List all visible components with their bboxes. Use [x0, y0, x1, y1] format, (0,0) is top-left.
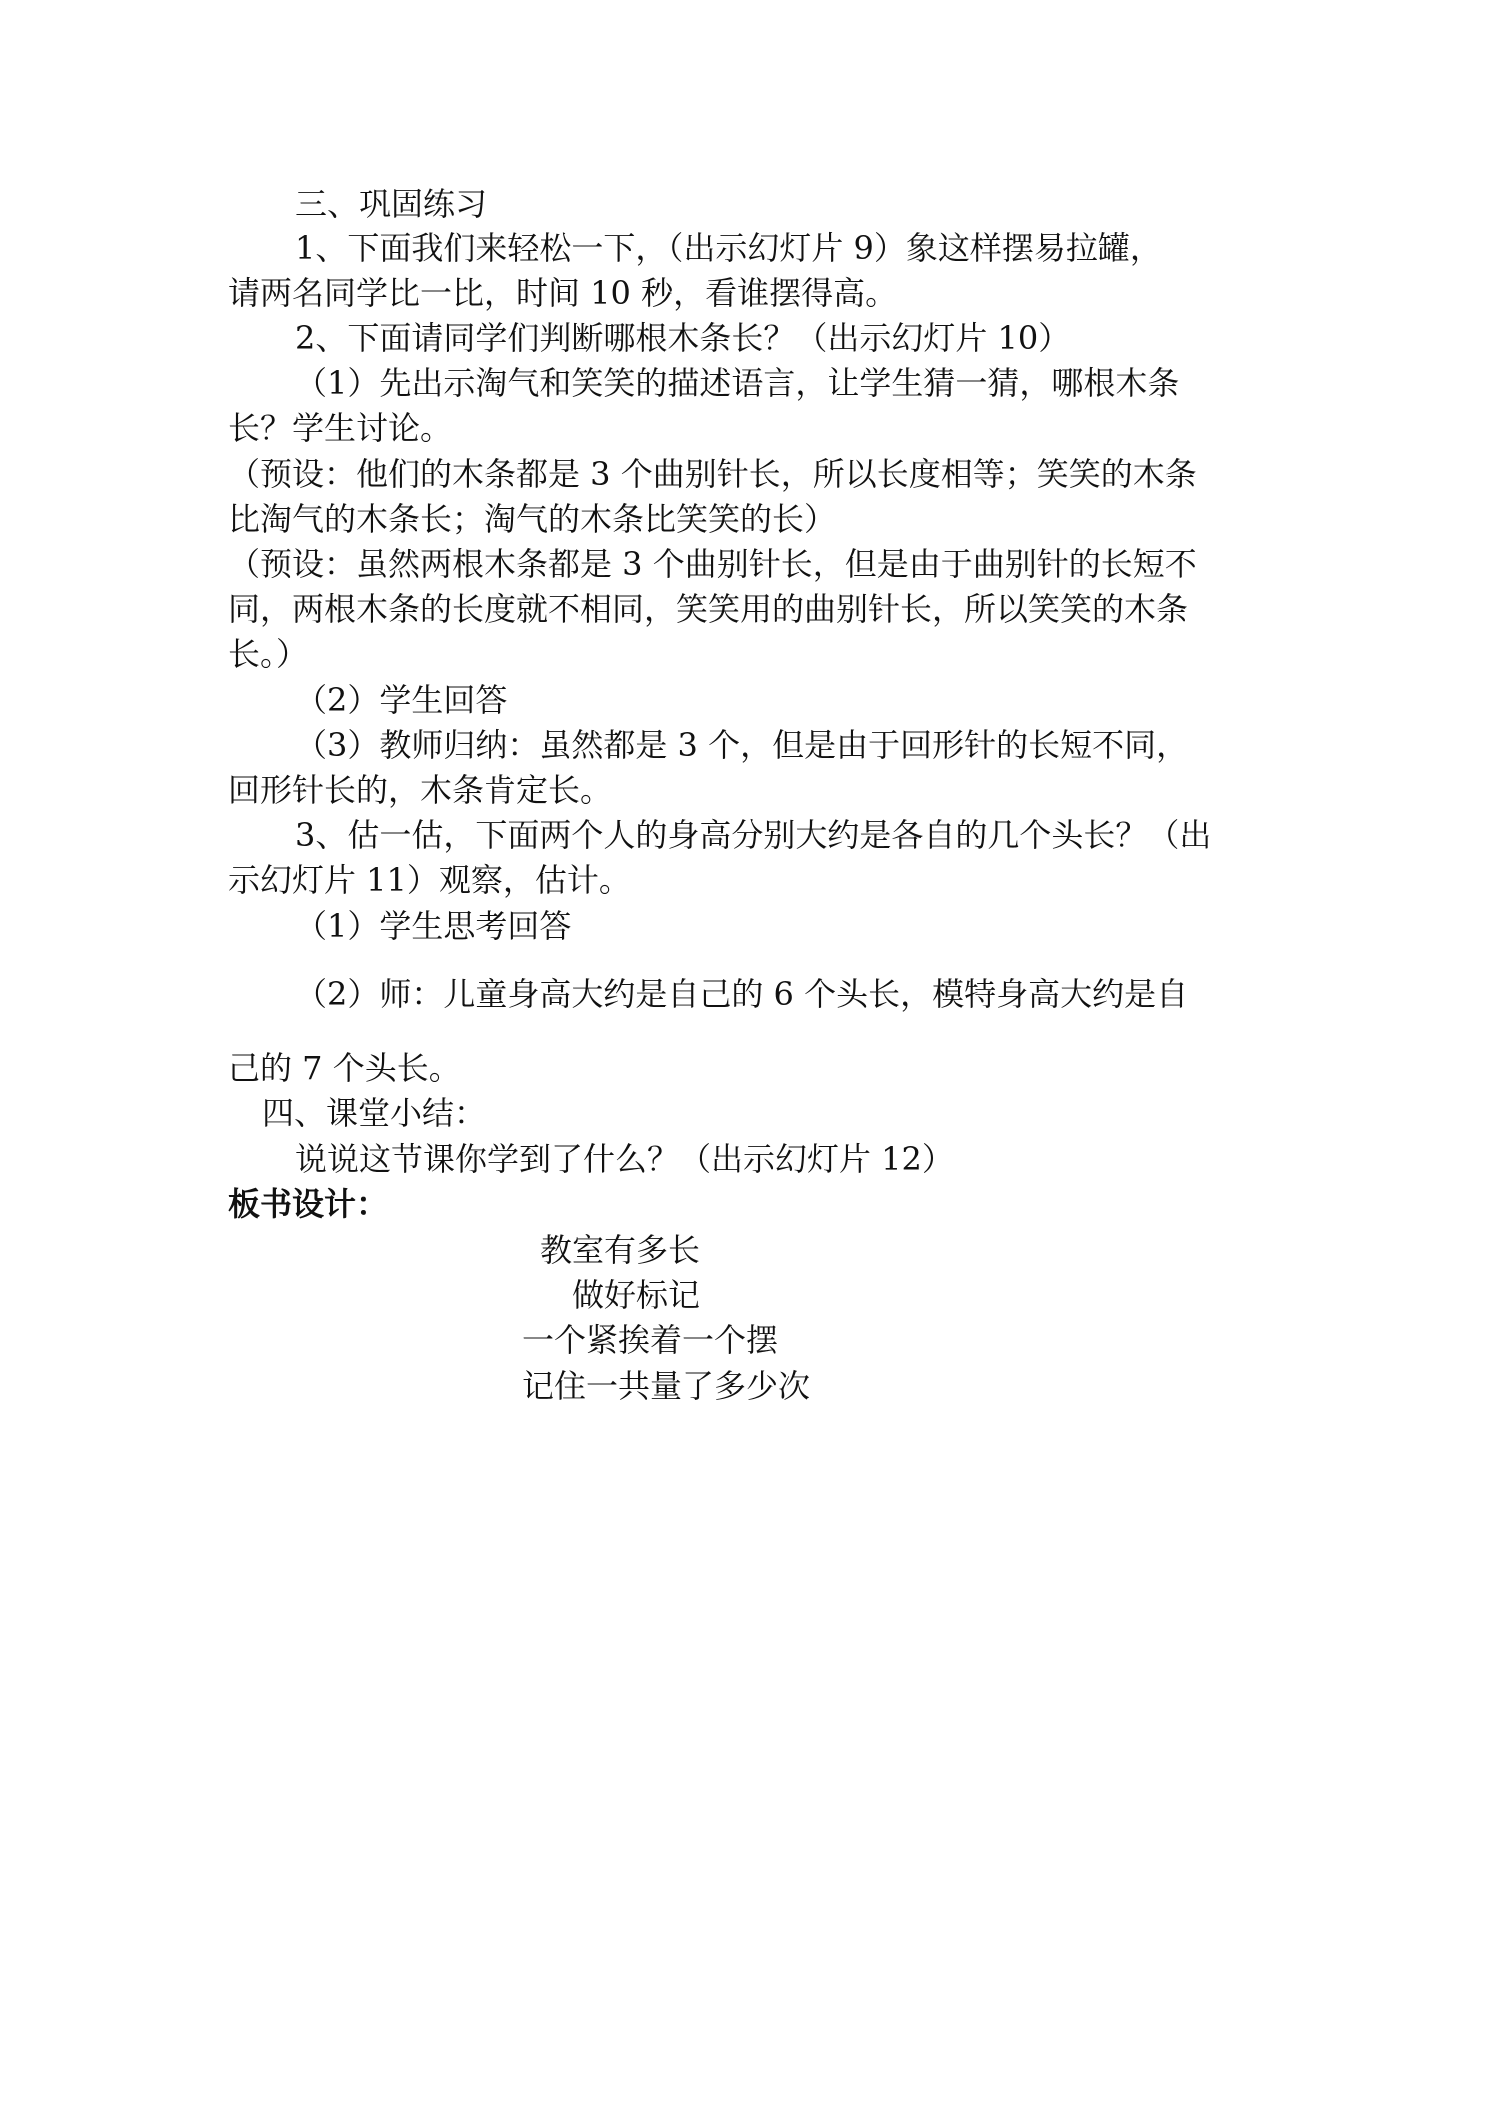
board-line: 做好标记: [572, 1276, 701, 1314]
paragraph-line: 3、估一估，下面两个人的身高分别大约是各自的几个头长？（出: [295, 816, 1212, 854]
paragraph-line: 回形针长的，木条肯定长。: [228, 771, 613, 809]
board-line: 教室有多长: [540, 1231, 701, 1269]
board-design-heading: 板书设计：: [228, 1185, 389, 1223]
paragraph-line: 2、下面请同学们判断哪根木条长？（出示幻灯片 10）: [295, 319, 1071, 357]
section-heading-summary: 四、课堂小结：: [262, 1094, 487, 1132]
paragraph-line: 请两名同学比一比，时间 10 秒，看谁摆得高。: [228, 274, 898, 312]
paragraph-line: （预设：虽然两根木条都是 3 个曲别针长，但是由于曲别针的长短不: [228, 545, 1197, 583]
section-heading-practice: 三、巩固练习: [295, 185, 488, 223]
paragraph-line: 比淘气的木条长；淘气的木条比笑笑的长）: [228, 500, 837, 538]
paragraph-line: （3）教师归纳：虽然都是 3 个，但是由于回形针的长短不同，: [295, 726, 1189, 764]
paragraph-line: （1）先出示淘气和笑笑的描述语言，让学生猜一猜，哪根木条: [295, 364, 1180, 402]
paragraph-line: （2）学生回答: [295, 681, 508, 719]
board-line: 记住一共量了多少次: [522, 1367, 811, 1405]
paragraph-line: （预设：他们的木条都是 3 个曲别针长，所以长度相等；笑笑的木条: [228, 455, 1197, 493]
paragraph-line: 长？学生讨论。: [228, 409, 453, 447]
board-line: 一个紧挨着一个摆: [522, 1321, 779, 1359]
paragraph-line: 长。）: [228, 635, 309, 673]
paragraph-line: （1）学生思考回答: [295, 907, 572, 945]
paragraph-line: 同，两根木条的长度就不相同，笑笑用的曲别针长，所以笑笑的木条: [228, 590, 1189, 628]
paragraph-line: （2）师：儿童身高大约是自己的 6 个头长，模特身高大约是自: [295, 975, 1189, 1013]
paragraph-line: 1、下面我们来轻松一下，（出示幻灯片 9）象这样摆易拉罐，: [295, 229, 1162, 267]
paragraph-line: 说说这节课你学到了什么？（出示幻灯片 12）: [295, 1140, 954, 1178]
paragraph-line: 己的 7 个头长。: [228, 1049, 461, 1087]
paragraph-line: 示幻灯片 11）观察，估计。: [228, 861, 631, 899]
